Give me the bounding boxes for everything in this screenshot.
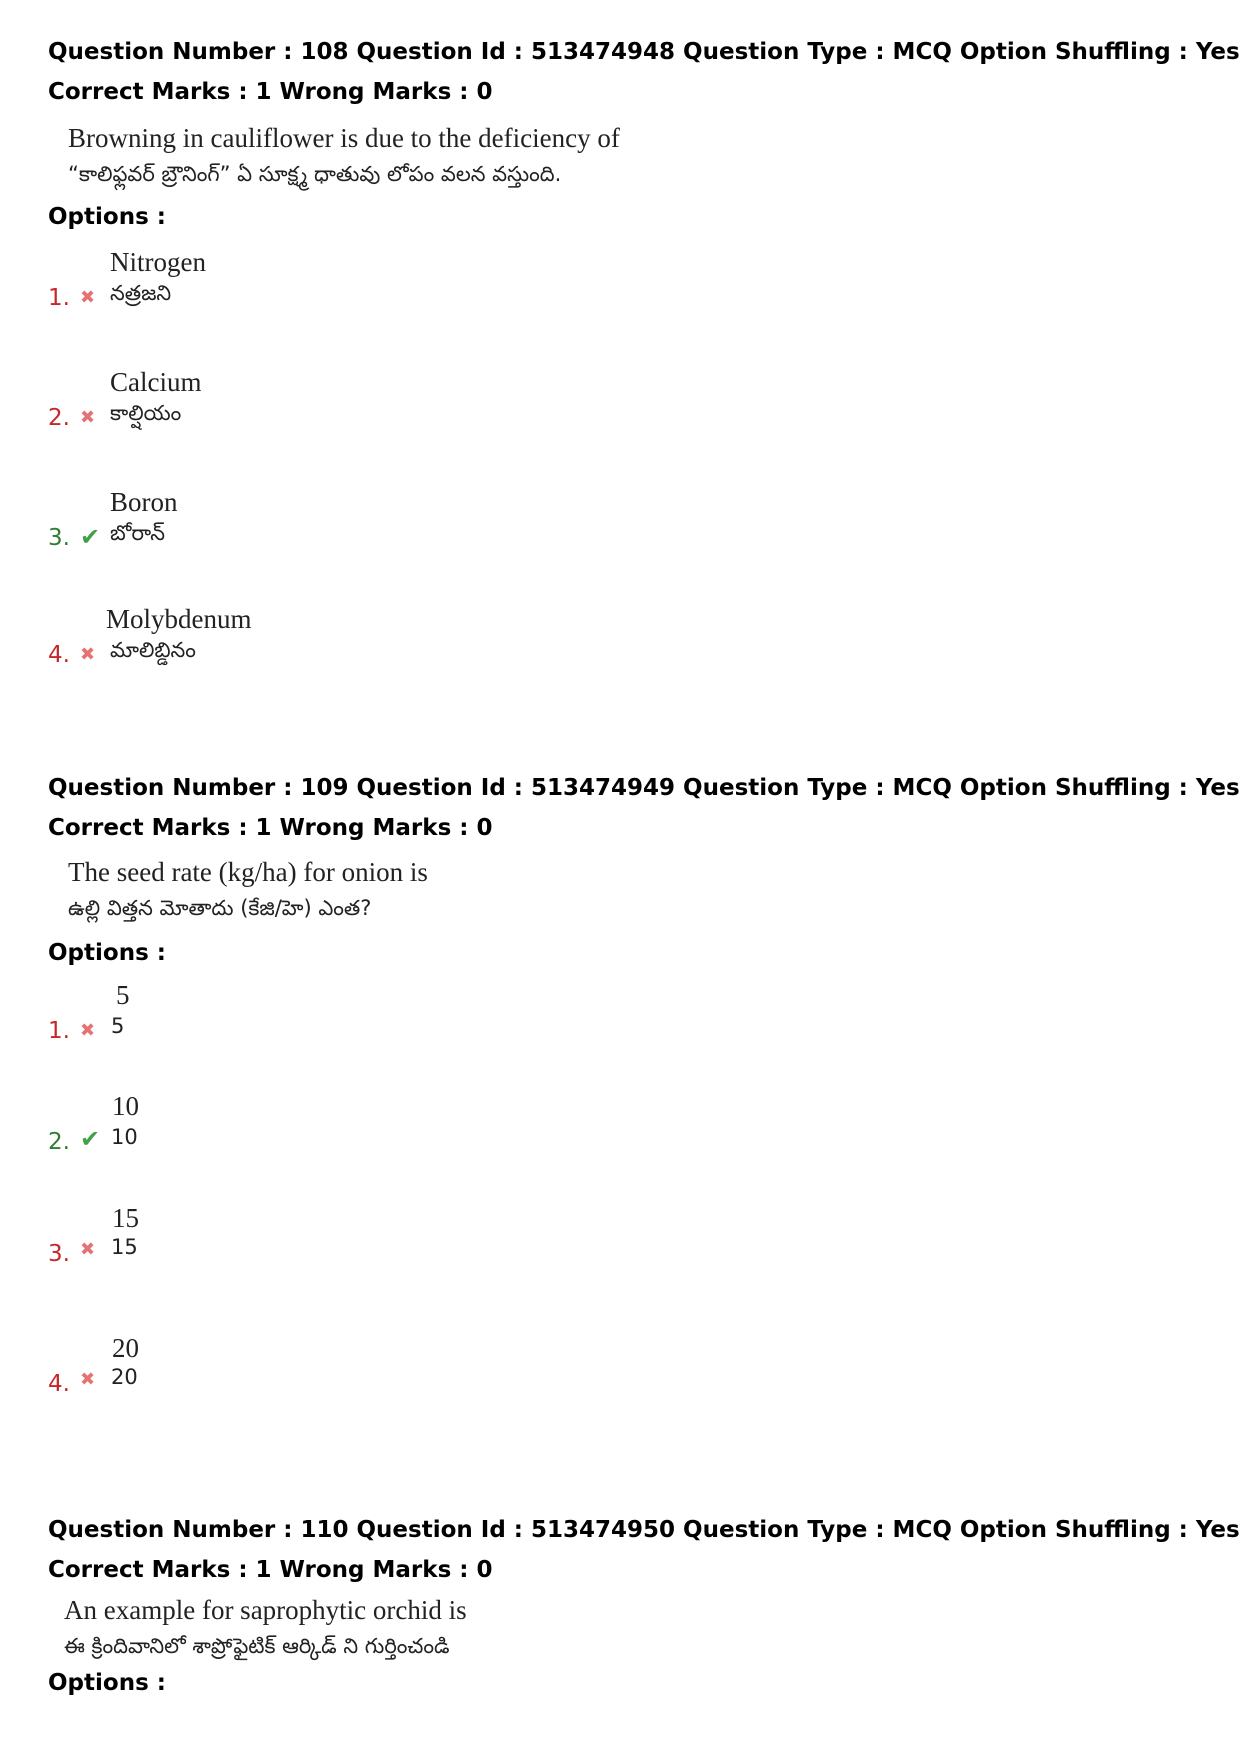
question-header: Question Number : 109 Question Id : 513474949 Question Type : MCQ Option Shuffling : Yes <box>48 775 1240 801</box>
option-2 <box>48 1091 648 1181</box>
option-text-telugu: కాల్షియం <box>110 401 182 425</box>
option-text-english: Boron <box>110 487 178 517</box>
cross-icon: ✖ <box>80 644 96 665</box>
option-text-telugu: 15 <box>111 1235 138 1259</box>
option-number: 4. <box>48 642 70 668</box>
option-text-telugu: మాలిబ్డినం <box>110 638 196 662</box>
marks-header: Correct Marks : 1 Wrong Marks : 0 <box>48 815 493 841</box>
question-stem-telugu: “కాలిఫ్లవర్ బ్రౌనింగ్” ఏ సూక్ష్మ ధాతువు లోపం వలన వస్తుంది. <box>68 162 562 186</box>
option-text-english: 5 <box>116 980 130 1010</box>
option-text-english: 20 <box>112 1333 139 1363</box>
question-block-108 <box>48 32 1240 668</box>
option-3 <box>48 1203 648 1293</box>
option-1 <box>48 247 648 337</box>
options-label: Options : <box>48 940 166 966</box>
question-stem-english: The seed rate (kg/ha) for onion is <box>68 857 428 887</box>
option-number: 2. <box>48 405 70 431</box>
marks-header: Correct Marks : 1 Wrong Marks : 0 <box>48 79 493 105</box>
option-text-english: Molybdenum <box>106 604 252 634</box>
option-text-telugu: నత్రజని <box>110 281 172 305</box>
question-stem-telugu: ఈ క్రిందివానిలో శాప్రోఫైటిక్ ఆర్కిడ్ ని గుర్తించండి <box>64 1634 450 1658</box>
marks-header: Correct Marks : 1 Wrong Marks : 0 <box>48 1557 493 1583</box>
question-stem-telugu: ఉల్లి విత్తన మోతాదు (కేజి/హె) ఎంత? <box>68 896 372 920</box>
question-stem-english: An example for saprophytic orchid is <box>64 1595 467 1625</box>
option-number: 3. <box>48 1241 70 1267</box>
cross-icon: ✖ <box>80 1369 96 1390</box>
cross-icon: ✖ <box>80 407 96 428</box>
option-number: 2. <box>48 1129 70 1155</box>
option-2 <box>48 367 648 457</box>
cross-icon: ✖ <box>80 1020 96 1041</box>
question-stem-english: Browning in cauliflower is due to the deficiency of <box>68 123 620 153</box>
option-number: 1. <box>48 1018 70 1044</box>
option-3 <box>48 487 648 577</box>
option-text-english: Nitrogen <box>110 247 206 277</box>
cross-icon: ✖ <box>80 287 96 308</box>
question-header: Question Number : 110 Question Id : 513474950 Question Type : MCQ Option Shuffling : Yes <box>48 1517 1240 1543</box>
options-label: Options : <box>48 204 166 230</box>
option-number: 3. <box>48 525 70 551</box>
cross-icon: ✖ <box>80 1239 96 1260</box>
option-text-telugu: 20 <box>111 1365 138 1389</box>
option-text-english: 15 <box>112 1203 139 1233</box>
question-block-109 <box>48 768 1240 1397</box>
option-text-telugu: 10 <box>111 1125 138 1149</box>
question-header: Question Number : 108 Question Id : 513474948 Question Type : MCQ Option Shuffling : Yes <box>48 39 1240 65</box>
question-block-110 <box>48 1510 1240 1696</box>
option-text-telugu: 5 <box>111 1014 125 1038</box>
option-1 <box>48 980 648 1070</box>
option-text-telugu: బోరాన్ <box>110 521 165 545</box>
check-icon: ✔ <box>80 523 101 551</box>
option-4 <box>48 604 648 694</box>
check-icon: ✔ <box>80 1125 101 1153</box>
option-text-english: 10 <box>112 1091 139 1121</box>
option-number: 1. <box>48 285 70 311</box>
options-label: Options : <box>48 1670 166 1696</box>
option-text-english: Calcium <box>110 367 202 397</box>
option-number: 4. <box>48 1371 70 1397</box>
option-4 <box>48 1333 648 1423</box>
